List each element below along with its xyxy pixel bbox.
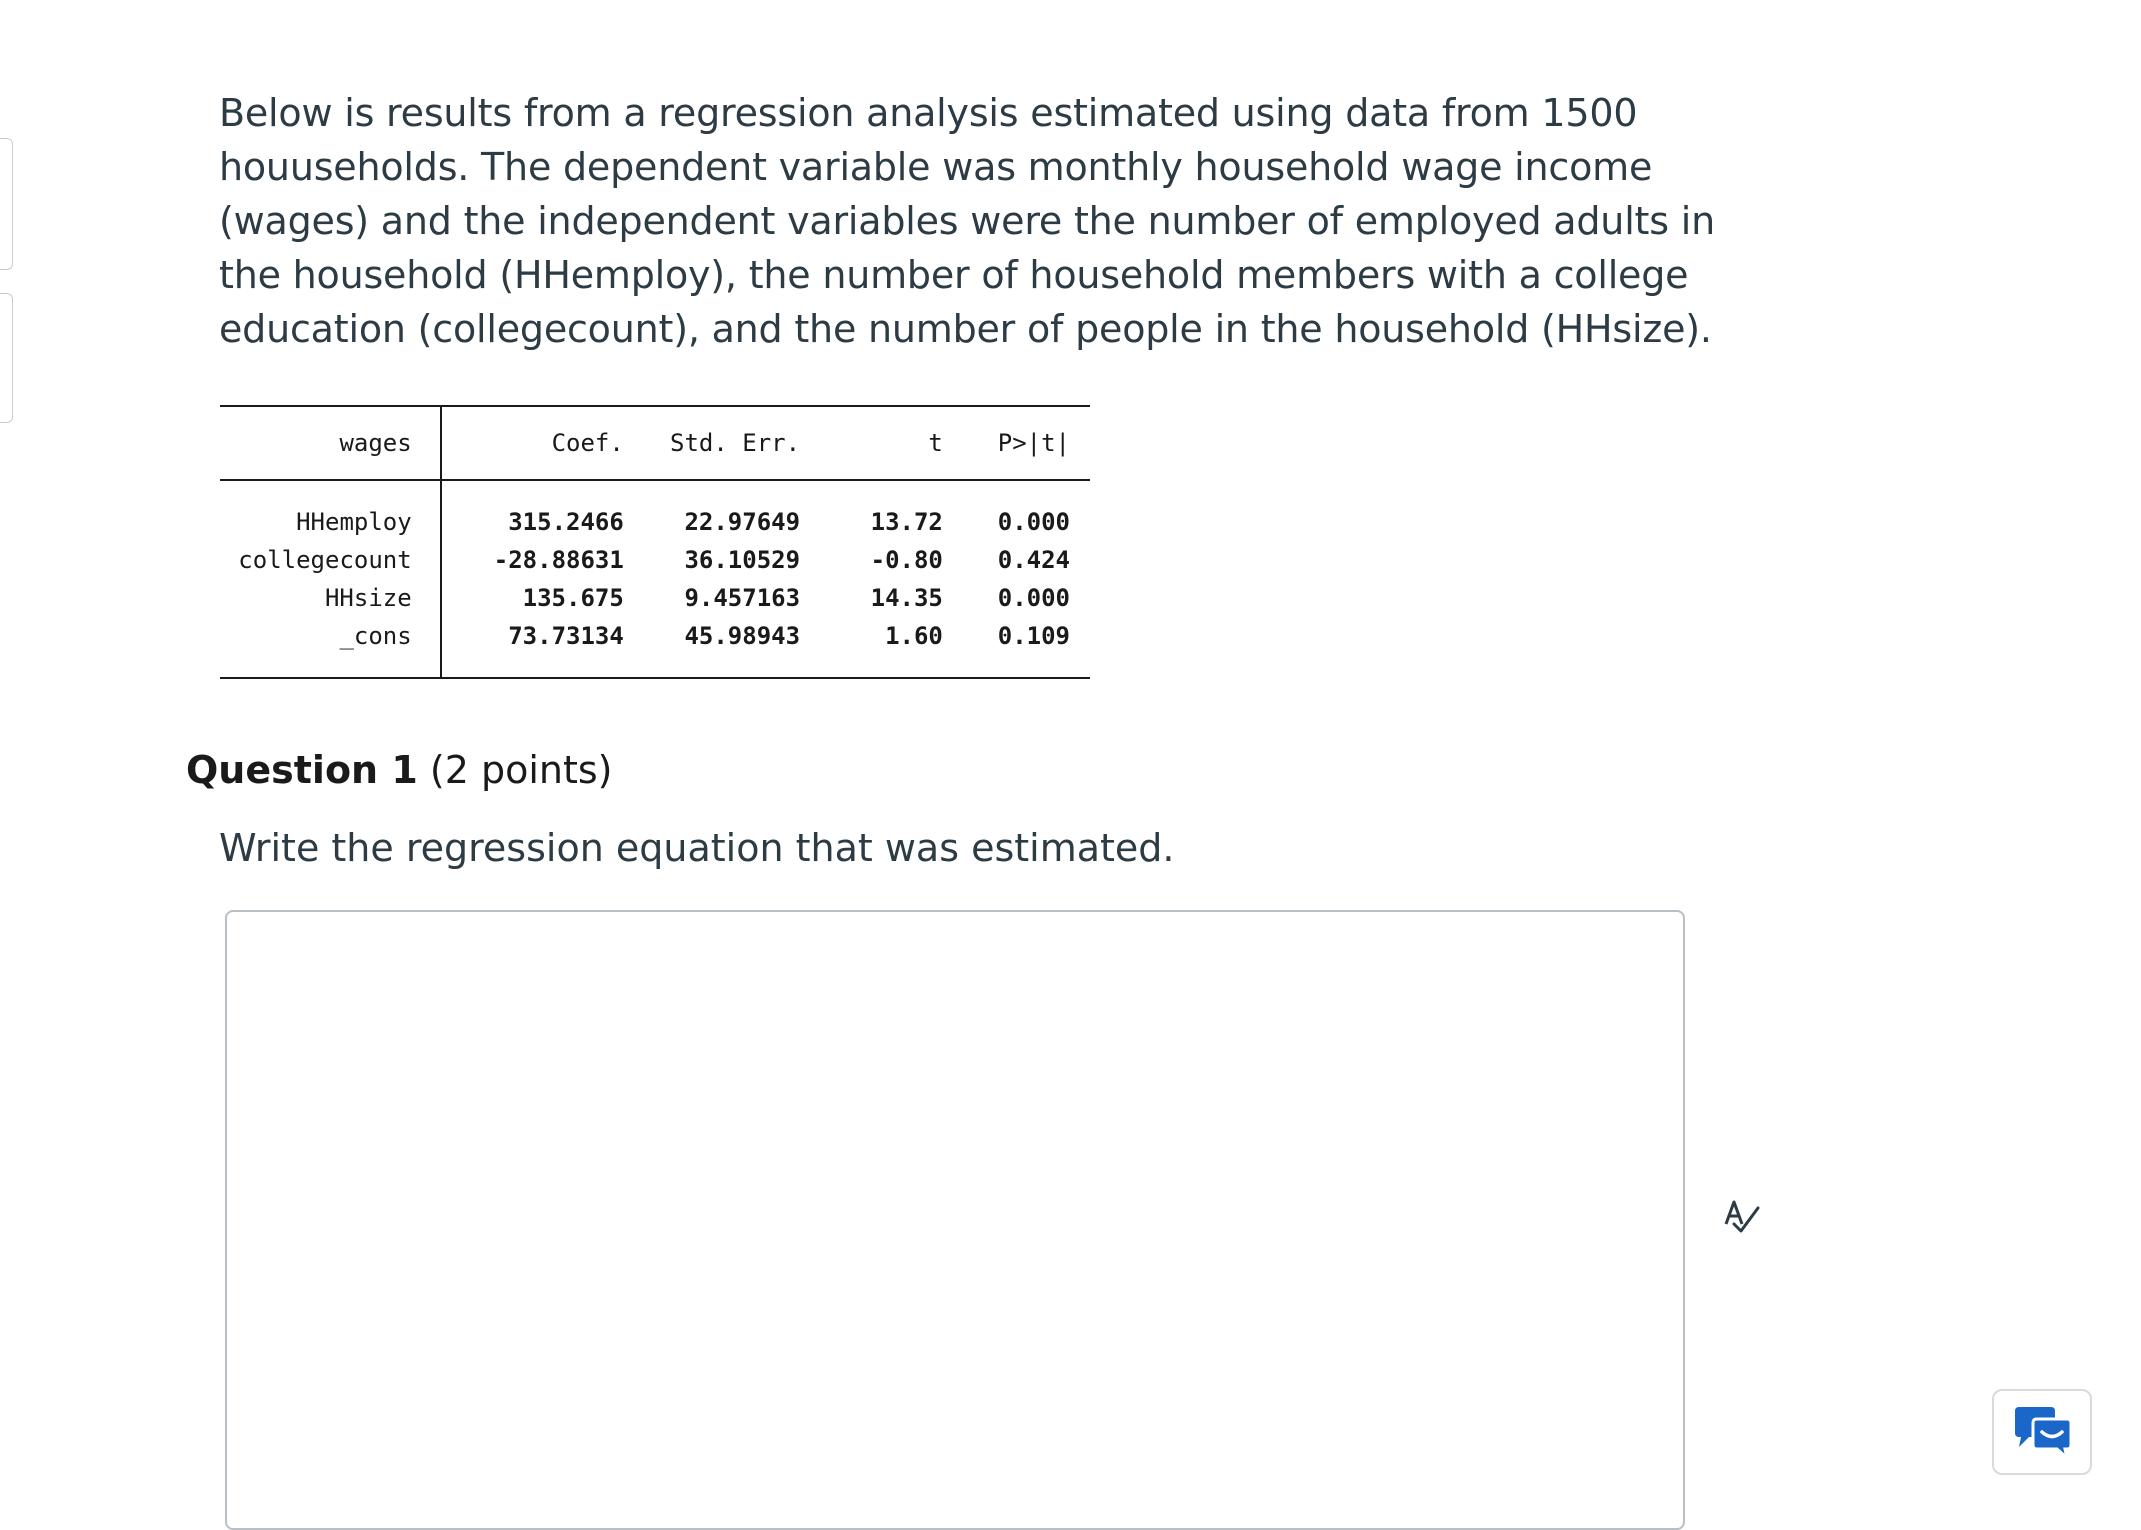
- row-std-err: 36.10529: [684, 546, 801, 574]
- row-t: -0.80: [870, 546, 943, 574]
- row-coef: -28.88631: [493, 546, 624, 574]
- side-tab-lower[interactable]: [0, 293, 13, 423]
- header-dependent-var: wages: [220, 406, 441, 480]
- intro-text-block: [219, 86, 1759, 356]
- question-title: Question 1: [186, 748, 418, 792]
- row-coef: 315.2466: [508, 508, 624, 536]
- header-coef: Coef.: [441, 406, 624, 480]
- row-p-value: 0.424: [997, 546, 1070, 574]
- chat-button[interactable]: [1992, 1389, 2092, 1475]
- intro-paragraph: Below is results from a regression analysis estimated using data from 1500 houuseholds. The dependent variable was monthly household wage income (wages) and the independent variables were the number of employed adults in the household (HHemploy), the number of household members with a college education (collegecount), and the number of people in the household (HHsize).: [219, 91, 1715, 351]
- row-t: 13.72: [870, 508, 943, 536]
- header-std-err: Std. Err.: [624, 406, 800, 480]
- row-variable: HHemploy: [220, 480, 441, 541]
- regression-table: [220, 405, 1090, 679]
- row-variable: collegecount: [220, 541, 441, 579]
- row-variable: _cons: [220, 617, 441, 678]
- row-coef: 135.675: [522, 584, 624, 612]
- row-std-err: 45.98943: [624, 617, 800, 678]
- row-std-err: 9.457163: [684, 584, 801, 612]
- table-row: [220, 617, 1090, 678]
- row-t: 1.60: [800, 617, 943, 678]
- header-t: t: [800, 406, 943, 480]
- table-row: [220, 541, 1090, 579]
- header-p-value: P>|t|: [943, 406, 1090, 480]
- row-std-err: 22.97649: [684, 508, 801, 536]
- row-t: 14.35: [870, 584, 943, 612]
- question-prompt: Write the regression equation that was estimated.: [219, 826, 1175, 870]
- question-points: (2 points): [429, 748, 613, 792]
- spellcheck-icon[interactable]: [1720, 1194, 1764, 1238]
- table-row: [220, 579, 1090, 617]
- row-p-value: 0.000: [997, 584, 1070, 612]
- row-p-value: 0.000: [997, 508, 1070, 536]
- row-variable: HHsize: [220, 579, 441, 617]
- question-heading: [186, 744, 613, 796]
- row-coef: 73.73134: [441, 617, 624, 678]
- answer-textarea[interactable]: [225, 910, 1685, 1530]
- side-tab-upper[interactable]: [0, 138, 13, 270]
- chat-bubbles-icon: [2011, 1405, 2075, 1461]
- table-row: [220, 480, 1090, 541]
- table-header-row: [220, 406, 1090, 480]
- row-p-value: 0.109: [943, 617, 1090, 678]
